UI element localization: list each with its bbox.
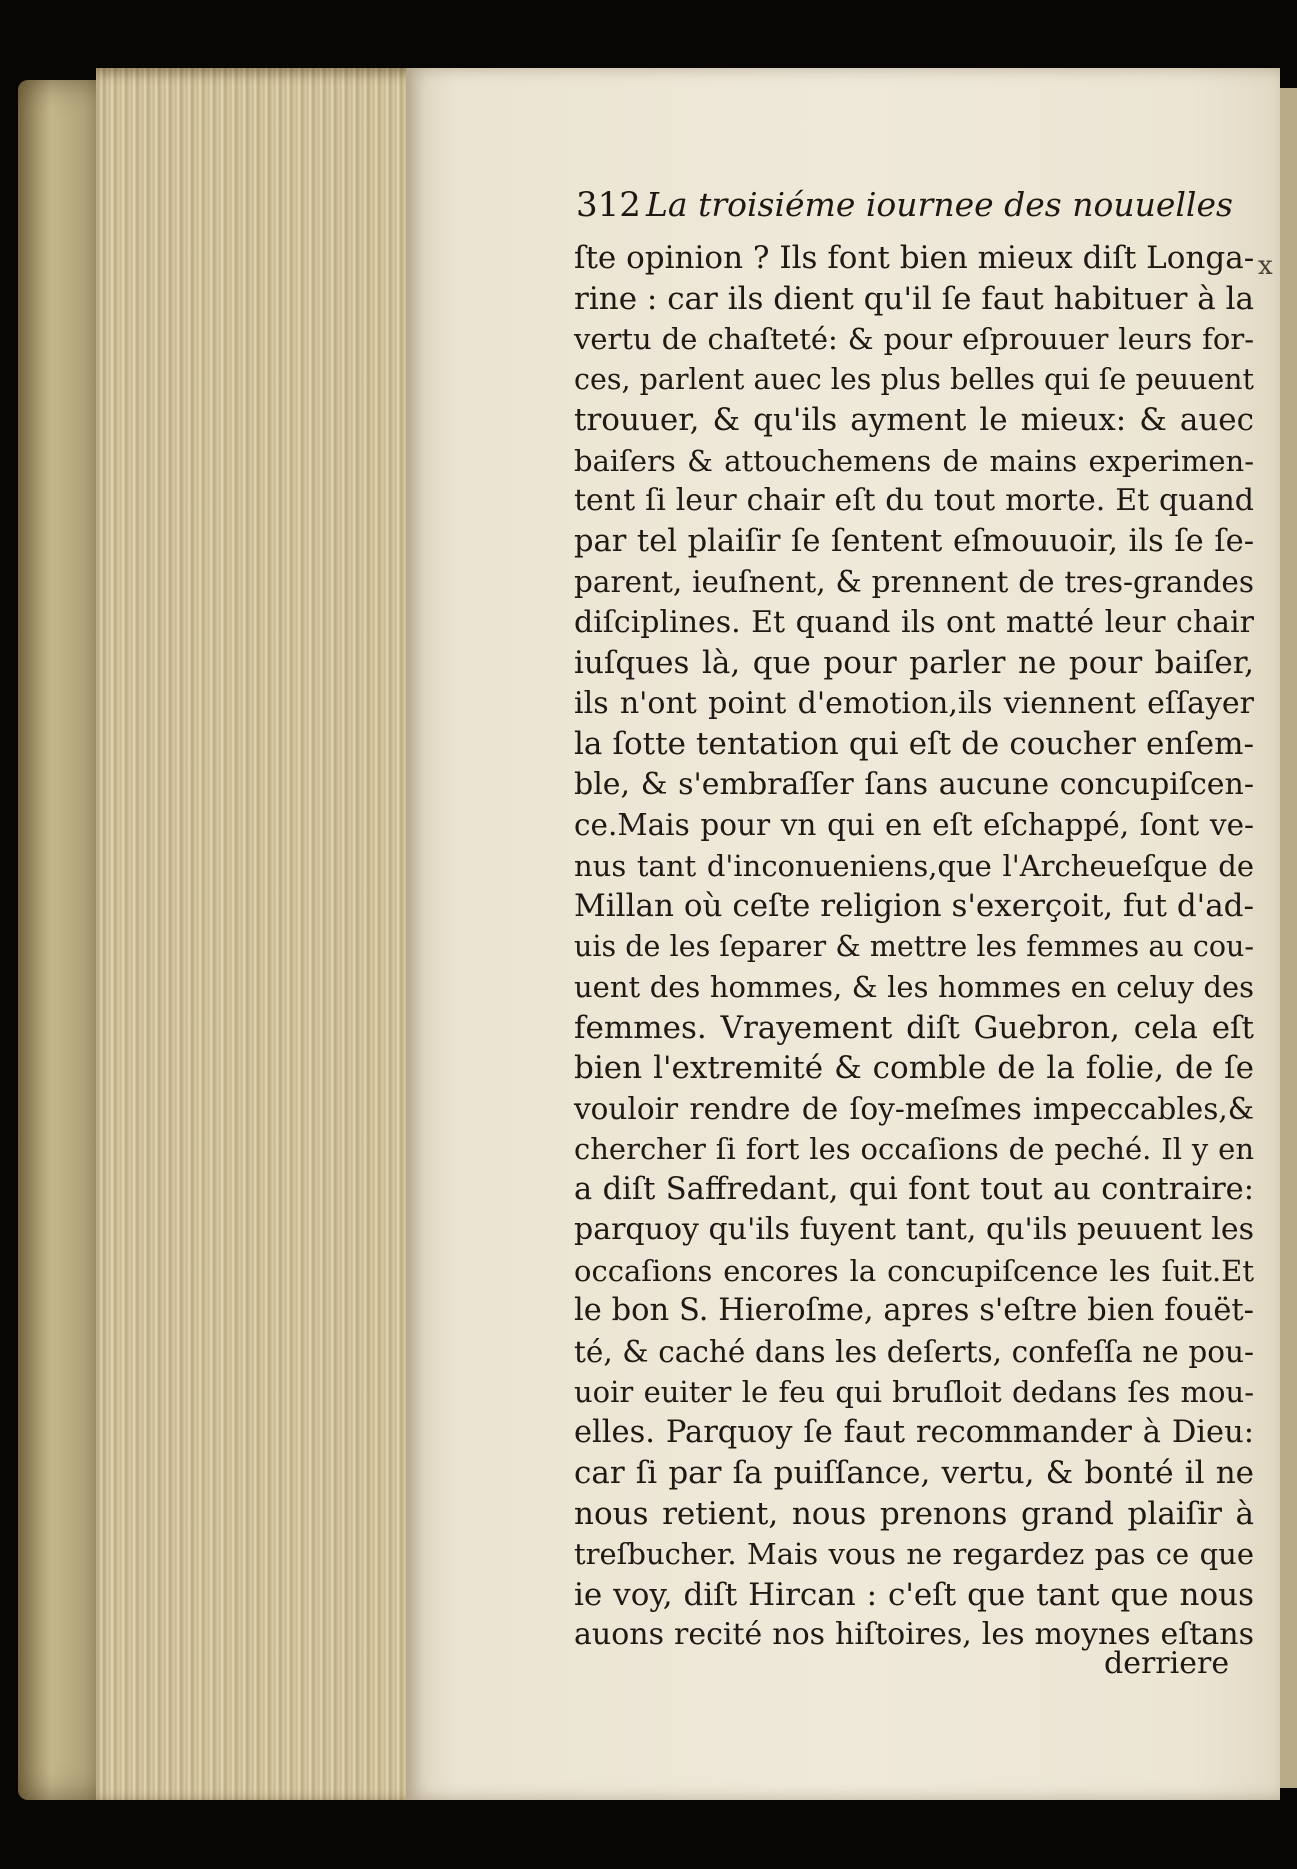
text-line: parent, ieuſnent, & prennent de tres-grandes bbox=[574, 565, 1254, 599]
page-number: 312 bbox=[576, 185, 641, 225]
text-line: elles. Parquoy ſe faut recommander à Dieu: bbox=[574, 1414, 1254, 1450]
text-line: ie voy, diſt Hircan : c'eſt que tant que nous bbox=[574, 1576, 1254, 1613]
text-line: uoir euiter le feu qui bruſloit dedans ſes mou- bbox=[574, 1375, 1254, 1409]
text-line: treſbucher. Mais vous ne regardez pas ce que bbox=[574, 1537, 1254, 1571]
text-line: le bon S. Hieroſme, apres s'eſtre bien fouët- bbox=[574, 1293, 1254, 1328]
text-line: tent ſi leur chair eſt du tout morte. Et quand bbox=[574, 483, 1254, 518]
text-line: auons recité nos hiſtoires, les moynes eſtans bbox=[574, 1617, 1254, 1652]
text-line: occaſions encores la concupiſcence les ſuit.Et bbox=[574, 1253, 1254, 1288]
next-page-edge bbox=[1280, 88, 1297, 1788]
text-line: chercher ſi fort les occaſions de peché. Il y en bbox=[574, 1132, 1254, 1166]
text-line: uis de les ſeparer & mettre les femmes au cou- bbox=[574, 929, 1254, 963]
text-line: uent des hommes, & les hommes en celuy des bbox=[574, 970, 1254, 1004]
text-line: baiſers & attouchemens de mains experimen- bbox=[574, 443, 1254, 478]
catchword: derriere bbox=[1104, 1646, 1230, 1681]
text-line: té, & caché dans les deſerts, confeſſa ne pou- bbox=[574, 1334, 1254, 1369]
page-header bbox=[576, 185, 1266, 235]
text-line: ble, & s'embraſſer ſans aucune concupiſcen- bbox=[574, 766, 1254, 802]
text-line: ils n'ont point d'emotion,ils viennent eſſayer bbox=[574, 685, 1254, 721]
text-line: femmes. Vrayement diſt Guebron, cela eſt bbox=[574, 1009, 1254, 1046]
text-line: diſciplines. Et quand ils ont matté leur chair bbox=[574, 604, 1254, 640]
text-line: a diſt Saffredant, qui font tout au contraire: bbox=[574, 1171, 1254, 1207]
text-line: par tel plaiſir ſe ſentent eſmouuoir, ils ſe ſe- bbox=[574, 523, 1254, 559]
text-line: car ſi par ſa puiſſance, vertu, & bonté il ne bbox=[574, 1455, 1254, 1491]
open-book bbox=[18, 68, 1297, 1824]
body-text bbox=[574, 238, 1254, 1656]
text-line: trouuer, & qu'ils ayment le mieux: & auec bbox=[574, 402, 1254, 438]
margin-annotation: x bbox=[1258, 251, 1273, 281]
text-line: rine : car ils dient qu'il ſe faut habituer à la bbox=[574, 280, 1254, 317]
text-line: vertu de chaſteté: & pour eſprouuer leurs for- bbox=[574, 322, 1254, 356]
running-title: La troisiéme iournee des nouuelles bbox=[646, 185, 1233, 224]
text-line: Millan où ceſte religion s'exerçoit, fut d'ad- bbox=[574, 888, 1254, 924]
text-line: bien l'extremité & comble de la folie, de ſe bbox=[574, 1050, 1254, 1086]
page-stack-edge bbox=[96, 68, 426, 1800]
text-line: ſte opinion ? Ils font bien mieux diſt Longa- bbox=[574, 240, 1255, 276]
text-line: nous retient, nous prenons grand plaiſir à bbox=[574, 1495, 1254, 1532]
text-line: vouloir rendre de ſoy-meſmes impeccables,& bbox=[574, 1091, 1254, 1126]
text-line: ce.Mais pour vn qui en eſt eſchappé, ſont ve- bbox=[574, 808, 1254, 842]
book-page bbox=[406, 68, 1280, 1800]
text-line: la ſotte tentation qui eſt de coucher enſem- bbox=[574, 726, 1254, 762]
text-line: iuſques là, que pour parler ne pour baiſer, bbox=[574, 645, 1254, 681]
text-line: ces, parlent auec les plus belles qui ſe peuuent bbox=[574, 362, 1254, 396]
text-line: nus tant d'inconueniens,que l'Archeueſque de bbox=[574, 848, 1254, 883]
text-line: parquoy qu'ils fuyent tant, qu'ils peuuent les bbox=[574, 1212, 1254, 1247]
